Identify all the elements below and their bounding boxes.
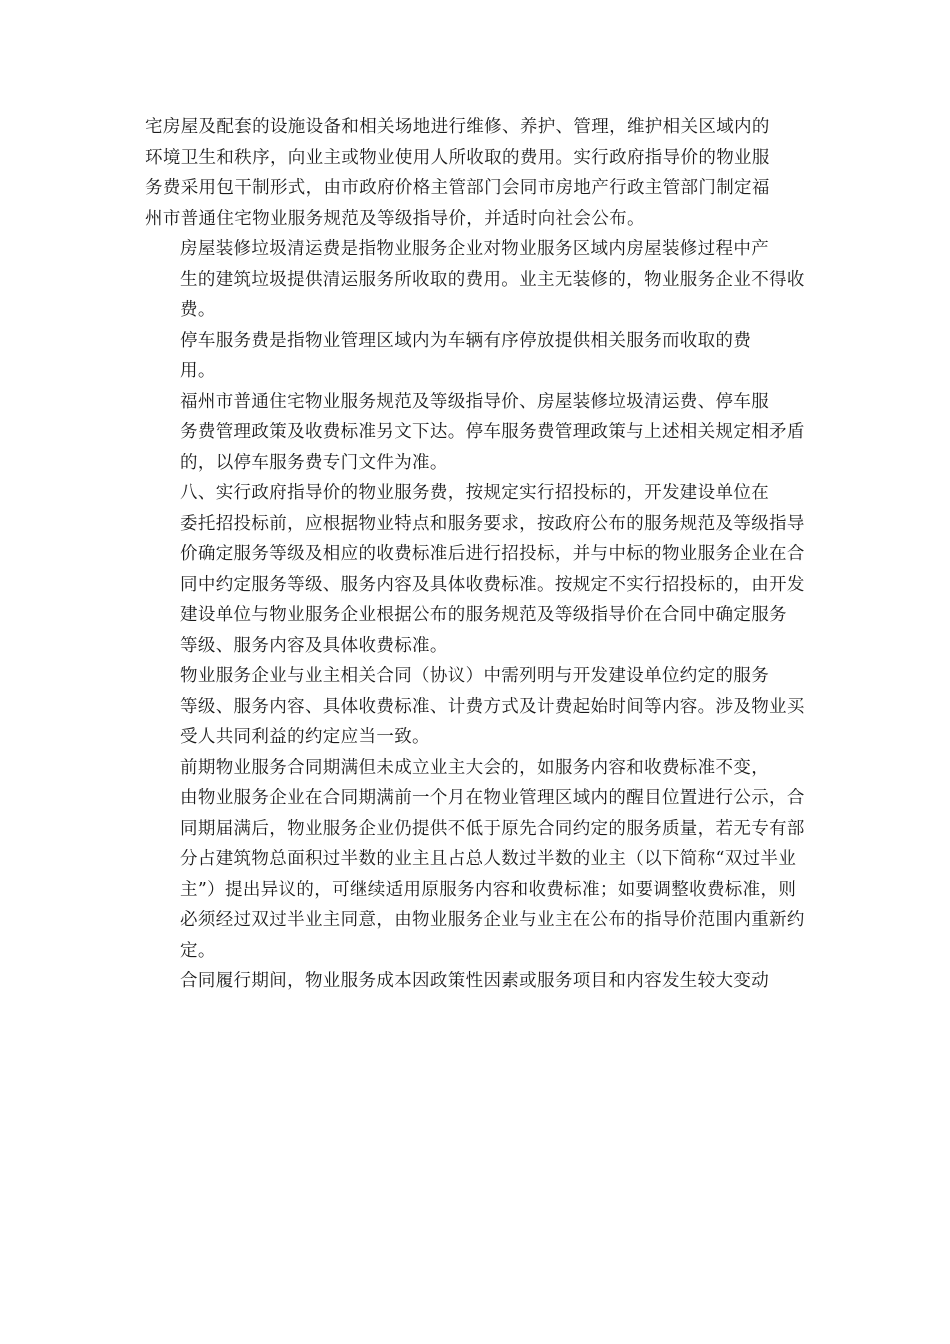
paragraph-line: 分占建筑物总面积过半数的业主且占总人数过半数的业主（以下简称“双过半业 [180, 849, 797, 869]
document-paragraph [145, 387, 810, 479]
paragraph-line: 的，以停车服务费专门文件为准。 [180, 452, 448, 473]
paragraph-line: 必须经过双过半业主同意，由物业服务企业与业主在公布的指导价范围内重新约 [180, 910, 805, 930]
document-paragraph [145, 753, 810, 967]
paragraph-line: 生的建筑垃圾提供清运服务所收取的费用。业主无装修的，物业服务企业不得收 [180, 269, 805, 290]
paragraph-line: 合同履行期间，物业服务成本因政策性因素或服务项目和内容发生较大变动 [180, 971, 770, 991]
paragraph-line: 价确定服务等级及相应的收费标准后进行招投标，并与中标的物业服务企业在合 [180, 544, 805, 564]
paragraph-line: 宅房屋及配套的设施设备和相关场地进行维修、养护、管理，维护相关区域内的 [145, 117, 770, 137]
paragraph-line: 州市普通住宅物业服务规范及等级指导价，并适时向社会公布。 [145, 208, 645, 229]
paragraph-line: 由物业服务企业在合同期满前一个月在物业管理区域内的醒目位置进行公示，合 [180, 788, 805, 808]
paragraph-line: 房屋装修垃圾清运费是指物业服务企业对物业服务区域内房屋装修过程中产 [180, 239, 770, 259]
paragraph-line: 八、实行政府指导价的物业服务费，按规定实行招投标的，开发建设单位在 [180, 483, 770, 503]
document-paragraph [145, 661, 810, 753]
paragraph-line: 委托招投标前，应根据物业特点和服务要求，按政府公布的服务规范及等级指导 [180, 513, 805, 534]
paragraph-line: 务费管理政策及收费标准另文下达。停车服务费管理政策与上述相关规定相矛盾 [180, 422, 805, 442]
paragraph-line: 用。 [180, 361, 216, 381]
paragraph-line: 前期物业服务合同期满但未成立业主大会的，如服务内容和收费标准不变， [180, 757, 770, 778]
paragraph-line: 福州市普通住宅物业服务规范及等级指导价、房屋装修垃圾清运费、停车服 [180, 391, 770, 412]
paragraph-line: 主”）提出异议的，可继续适用原服务内容和收费标准；如要调整收费标准，则 [180, 879, 797, 900]
paragraph-line: 建设单位与物业服务企业根据公布的服务规范及等级指导价在合同中确定服务 [180, 605, 787, 625]
paragraph-line: 受人共同利益的约定应当一致。 [180, 727, 430, 747]
paragraph-line: 同期届满后，物业服务企业仍提供不低于原先合同约定的服务质量，若无专有部 [180, 818, 805, 839]
paragraph-line: 费。 [180, 300, 216, 320]
document-paragraph [145, 966, 810, 997]
paragraph-line: 物业服务企业与业主相关合同（协议）中需列明与开发建设单位约定的服务 [180, 666, 770, 686]
paragraph-line: 环境卫生和秩序，向业主或物业使用人所收取的费用。实行政府指导价的物业服 [145, 147, 770, 168]
document-page [145, 112, 810, 997]
paragraph-line: 同中约定服务等级、服务内容及具体收费标准。按规定不实行招投标的，由开发 [180, 574, 805, 595]
document-paragraph [145, 112, 810, 234]
paragraph-line: 定。 [180, 940, 216, 961]
document-paragraph [145, 478, 810, 661]
document-paragraph [145, 234, 810, 326]
paragraph-line: 等级、服务内容、具体收费标准、计费方式及计费起始时间等内容。涉及物业买 [180, 696, 805, 717]
paragraph-line: 务费采用包干制形式，由市政府价格主管部门会同市房地产行政主管部门制定福 [145, 178, 770, 198]
paragraph-line: 等级、服务内容及具体收费标准。 [180, 635, 448, 656]
document-paragraph [145, 326, 810, 387]
paragraph-line: 停车服务费是指物业管理区域内为车辆有序停放提供相关服务而收取的费 [180, 330, 752, 351]
